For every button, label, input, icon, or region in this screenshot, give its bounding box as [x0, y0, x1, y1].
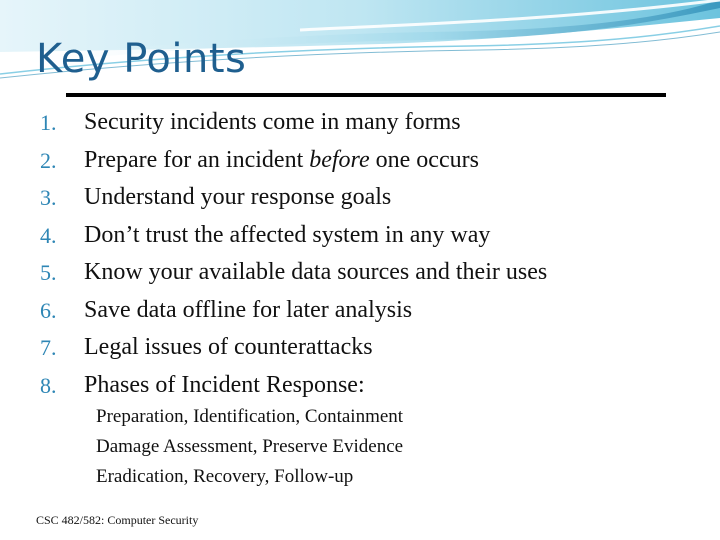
item-text-emphasis: before [309, 146, 370, 173]
item-number: 2. [40, 147, 57, 173]
phase-line: Damage Assessment, Preserve Evidence [96, 436, 404, 457]
item-text-before: Prepare for an incident [84, 146, 310, 173]
item-text: Understand your response goals [84, 184, 392, 210]
item-number: 7. [40, 335, 57, 360]
item-number: 3. [40, 185, 57, 210]
title-underline [66, 93, 666, 97]
item-text [84, 142, 479, 180]
item-text: Know your available data sources and their uses [84, 259, 548, 285]
item-number: 6. [40, 297, 57, 323]
item-number: 1. [40, 110, 57, 135]
item-text: Save data offline for later analysis [84, 296, 413, 323]
phases-sublist [96, 402, 403, 492]
item-number: 5. [40, 260, 57, 285]
item-text: Don’t trust the affected system in any way [84, 221, 491, 248]
item-number: 8. [40, 372, 57, 398]
item-number: 4. [40, 222, 57, 248]
item-text: Phases of Incident Response: [84, 371, 365, 398]
phase-line: Preparation, Identification, Containment [96, 406, 404, 427]
phase-line: Eradication, Recovery, Follow-up [96, 466, 354, 487]
item-text: Legal issues of counterattacks [84, 334, 373, 360]
slide-title: Key Points [36, 36, 247, 82]
slide-footer: CSC 482/582: Computer Security [36, 513, 199, 527]
item-text: Security incidents come in many forms [84, 109, 461, 135]
item-text-after: one occurs [369, 146, 479, 173]
